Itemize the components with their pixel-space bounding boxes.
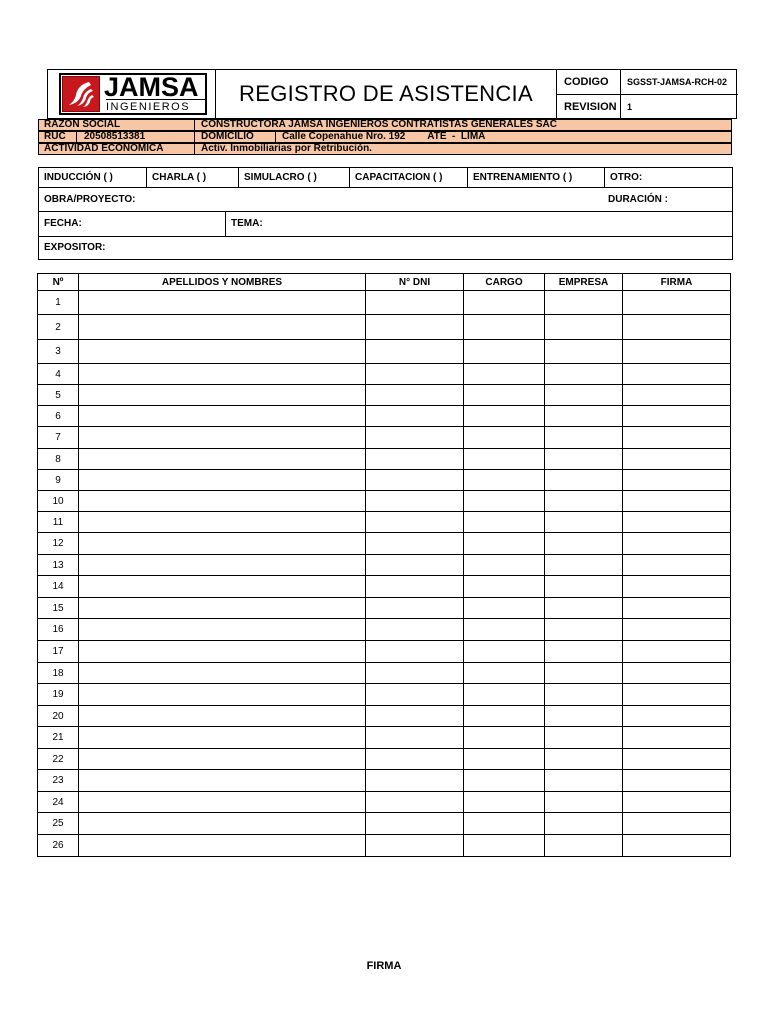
firma-cell[interactable] (623, 385, 731, 406)
firma-cell[interactable] (623, 619, 731, 641)
actividad-row (38, 143, 732, 155)
firma-cell[interactable] (623, 641, 731, 663)
firma-cell[interactable] (623, 427, 731, 449)
cargo-cell[interactable] (464, 749, 545, 770)
name-cell[interactable] (79, 641, 366, 663)
firma-cell[interactable] (623, 512, 731, 533)
row-number: 1 (38, 291, 79, 315)
col-empresa-header: EMPRESA (545, 274, 623, 291)
col-dni-header: N° DNI (366, 274, 464, 291)
empresa-cell[interactable] (545, 749, 623, 770)
document-title: REGISTRO DE ASISTENCIA (239, 81, 533, 106)
firma-cell[interactable] (623, 406, 731, 427)
dni-cell[interactable] (366, 406, 464, 427)
empresa-cell[interactable] (545, 619, 623, 641)
table-row (38, 512, 731, 533)
firma-cell[interactable] (623, 727, 731, 749)
revision-value: 1 (627, 101, 633, 112)
empresa-cell[interactable] (545, 835, 623, 857)
name-cell[interactable] (79, 792, 366, 813)
fecha-field[interactable]: FECHA: (39, 211, 226, 236)
cargo-cell[interactable] (464, 576, 545, 598)
firma-cell[interactable] (623, 749, 731, 770)
dni-cell[interactable] (366, 449, 464, 470)
name-cell[interactable] (79, 449, 366, 470)
name-cell[interactable] (79, 576, 366, 598)
table-row (38, 491, 731, 512)
expositor-field[interactable]: EXPOSITOR: (44, 242, 106, 253)
col-cargo-header: CARGO (464, 274, 545, 291)
empresa-cell[interactable] (545, 813, 623, 835)
dni-cell[interactable] (366, 470, 464, 491)
firma-cell[interactable] (623, 792, 731, 813)
name-cell[interactable] (79, 315, 366, 340)
row-number: 16 (38, 619, 79, 641)
row-number: 19 (38, 684, 79, 706)
dni-cell[interactable] (366, 663, 464, 684)
name-cell[interactable] (79, 470, 366, 491)
dni-cell[interactable] (366, 315, 464, 340)
row-number: 15 (38, 598, 79, 619)
code-value: SGSST-JAMSA-RCH-02 (627, 76, 728, 87)
row-number: 25 (38, 813, 79, 835)
empresa-cell[interactable] (545, 427, 623, 449)
table-row (38, 555, 731, 576)
ruc-row (38, 131, 732, 143)
name-cell[interactable] (79, 598, 366, 619)
table-row (38, 663, 731, 684)
firma-cell[interactable] (623, 813, 731, 835)
table-row (38, 364, 731, 385)
cargo-cell[interactable] (464, 619, 545, 641)
cargo-cell[interactable] (464, 385, 545, 406)
obra-row (39, 187, 732, 212)
name-cell[interactable] (79, 663, 366, 684)
dni-cell[interactable] (366, 291, 464, 315)
name-cell[interactable] (79, 749, 366, 770)
row-number: 10 (38, 491, 79, 512)
row-number: 9 (38, 470, 79, 491)
dni-cell[interactable] (366, 706, 464, 727)
entrenamiento-option[interactable]: ENTRENAMIENTO ( ) (468, 168, 605, 187)
charla-option[interactable]: CHARLA ( ) (147, 168, 239, 187)
cargo-cell[interactable] (464, 835, 545, 857)
domicilio-value: Calle Copenahue Nro. 192 ATE - LIMA (282, 131, 486, 142)
firma-cell[interactable] (623, 315, 731, 340)
cargo-cell[interactable] (464, 684, 545, 706)
code-block (556, 69, 737, 119)
row-number: 5 (38, 385, 79, 406)
table-row (38, 406, 731, 427)
name-cell[interactable] (79, 491, 366, 512)
name-cell[interactable] (79, 770, 366, 792)
razon-social-row (38, 119, 732, 131)
firma-cell[interactable] (623, 449, 731, 470)
name-cell[interactable] (79, 364, 366, 385)
cargo-cell[interactable] (464, 598, 545, 619)
empresa-cell[interactable] (545, 641, 623, 663)
row-number: 22 (38, 749, 79, 770)
firma-cell[interactable] (623, 663, 731, 684)
cargo-cell[interactable] (464, 663, 545, 684)
dni-cell[interactable] (366, 364, 464, 385)
table-row (38, 315, 731, 340)
table-row (38, 598, 731, 619)
attendance-table (37, 273, 731, 857)
empresa-cell[interactable] (545, 706, 623, 727)
table-row (38, 706, 731, 727)
name-cell[interactable] (79, 291, 366, 315)
cargo-cell[interactable] (464, 727, 545, 749)
actividad-value: Activ. Inmobiliarias por Retribución. (201, 143, 372, 154)
table-row (38, 340, 731, 364)
row-number: 26 (38, 835, 79, 857)
row-number: 23 (38, 770, 79, 792)
session-type-row (39, 168, 732, 188)
firma-cell[interactable] (623, 576, 731, 598)
attendance-body (38, 291, 731, 857)
dni-cell[interactable] (366, 727, 464, 749)
code-row (557, 69, 738, 95)
cargo-cell[interactable] (464, 406, 545, 427)
cargo-cell[interactable] (464, 491, 545, 512)
table-row (38, 533, 731, 555)
cargo-cell[interactable] (464, 470, 545, 491)
col-firma-header: FIRMA (623, 274, 731, 291)
cargo-cell[interactable] (464, 340, 545, 364)
row-number: 14 (38, 576, 79, 598)
code-label: CODIGO (557, 69, 621, 94)
firma-cell[interactable] (623, 555, 731, 576)
revision-label: REVISION (557, 94, 621, 119)
razon-social-label: RAZON SOCIAL (44, 119, 121, 130)
name-cell[interactable] (79, 533, 366, 555)
table-row (38, 770, 731, 792)
domicilio-label: DOMICILIO (201, 131, 254, 142)
logo-subtitle: INGENIEROS (106, 99, 205, 113)
cargo-cell[interactable] (464, 512, 545, 533)
dni-cell[interactable] (366, 835, 464, 857)
table-row (38, 427, 731, 449)
firma-cell[interactable] (623, 835, 731, 857)
empresa-cell[interactable] (545, 555, 623, 576)
razon-social-value: CONSTRUCTORA JAMSA INGENIEROS CONTRATISTAS GENERALES SAC (201, 119, 557, 130)
cargo-cell[interactable] (464, 364, 545, 385)
name-cell[interactable] (79, 835, 366, 857)
table-row (38, 684, 731, 706)
row-number: 21 (38, 727, 79, 749)
expositor-row (39, 236, 732, 259)
empresa-cell[interactable] (545, 491, 623, 512)
empresa-cell[interactable] (545, 291, 623, 315)
table-row (38, 727, 731, 749)
empresa-cell[interactable] (545, 340, 623, 364)
signature-label: FIRMA (366, 960, 402, 972)
empresa-cell[interactable] (545, 406, 623, 427)
table-row (38, 619, 731, 641)
fecha-row (39, 211, 732, 237)
table-row (38, 385, 731, 406)
firma-cell[interactable] (623, 706, 731, 727)
logo-mark-icon (62, 76, 100, 112)
cargo-cell[interactable] (464, 555, 545, 576)
row-number: 4 (38, 364, 79, 385)
revision-row (557, 94, 738, 119)
table-row (38, 792, 731, 813)
cargo-cell[interactable] (464, 449, 545, 470)
empresa-cell[interactable] (545, 576, 623, 598)
col-num-header: Nº (38, 274, 79, 291)
dni-cell[interactable] (366, 427, 464, 449)
row-number: 12 (38, 533, 79, 555)
capacitacion-option[interactable]: CAPACITACION ( ) (350, 168, 468, 187)
firma-cell[interactable] (623, 533, 731, 555)
row-number: 7 (38, 427, 79, 449)
dni-cell[interactable] (366, 619, 464, 641)
ruc-value: 20508513381 (84, 131, 146, 142)
cargo-cell[interactable] (464, 291, 545, 315)
cargo-cell[interactable] (464, 813, 545, 835)
firma-cell[interactable] (623, 364, 731, 385)
row-number: 18 (38, 663, 79, 684)
empresa-cell[interactable] (545, 598, 623, 619)
name-cell[interactable] (79, 727, 366, 749)
empresa-cell[interactable] (545, 512, 623, 533)
empresa-cell[interactable] (545, 792, 623, 813)
firma-cell[interactable] (623, 684, 731, 706)
table-row (38, 641, 731, 663)
firma-cell[interactable] (623, 491, 731, 512)
dni-cell[interactable] (366, 512, 464, 533)
firma-cell[interactable] (623, 291, 731, 315)
firma-cell[interactable] (623, 340, 731, 364)
row-number: 8 (38, 449, 79, 470)
session-form (38, 167, 733, 260)
obra-field[interactable]: OBRA/PROYECTO: (44, 193, 136, 205)
table-row (38, 813, 731, 835)
dni-cell[interactable] (366, 385, 464, 406)
col-names-header: APELLIDOS Y NOMBRES (79, 274, 366, 291)
cargo-cell[interactable] (464, 427, 545, 449)
tema-field[interactable]: TEMA: (231, 218, 263, 229)
table-row (38, 835, 731, 857)
otro-field[interactable]: OTRO: (610, 172, 643, 183)
dni-cell[interactable] (366, 813, 464, 835)
firma-cell[interactable] (623, 470, 731, 491)
dni-cell[interactable] (366, 576, 464, 598)
name-cell[interactable] (79, 684, 366, 706)
cargo-cell[interactable] (464, 706, 545, 727)
empresa-cell[interactable] (545, 684, 623, 706)
empresa-cell[interactable] (545, 315, 623, 340)
name-cell[interactable] (79, 555, 366, 576)
row-number: 20 (38, 706, 79, 727)
dni-cell[interactable] (366, 684, 464, 706)
name-cell[interactable] (79, 385, 366, 406)
cargo-cell[interactable] (464, 792, 545, 813)
empresa-cell[interactable] (545, 364, 623, 385)
row-number: 11 (38, 512, 79, 533)
dni-cell[interactable] (366, 770, 464, 792)
table-row (38, 449, 731, 470)
empresa-cell[interactable] (545, 385, 623, 406)
table-row (38, 576, 731, 598)
dni-cell[interactable] (366, 340, 464, 364)
name-cell[interactable] (79, 340, 366, 364)
ruc-label: RUC (44, 131, 66, 142)
row-number: 24 (38, 792, 79, 813)
row-number: 17 (38, 641, 79, 663)
table-row (38, 470, 731, 491)
empresa-cell[interactable] (545, 449, 623, 470)
empresa-cell[interactable] (545, 663, 623, 684)
cargo-cell[interactable] (464, 770, 545, 792)
empresa-cell[interactable] (545, 770, 623, 792)
empresa-cell[interactable] (545, 470, 623, 491)
name-cell[interactable] (79, 406, 366, 427)
row-number: 2 (38, 315, 79, 340)
logo-wordmark: JAMSA (104, 72, 199, 102)
dni-cell[interactable] (366, 491, 464, 512)
row-number: 13 (38, 555, 79, 576)
cargo-cell[interactable] (464, 641, 545, 663)
dni-cell[interactable] (366, 533, 464, 555)
induccion-option[interactable]: INDUCCIÓN ( ) (39, 168, 147, 187)
name-cell[interactable] (79, 706, 366, 727)
cargo-cell[interactable] (464, 533, 545, 555)
name-cell[interactable] (79, 619, 366, 641)
table-row (38, 291, 731, 315)
table-row (38, 749, 731, 770)
actividad-label: ACTIVIDAD ECONOMICA (44, 143, 164, 154)
dni-cell[interactable] (366, 749, 464, 770)
empresa-cell[interactable] (545, 533, 623, 555)
firma-cell[interactable] (623, 770, 731, 792)
row-number: 6 (38, 406, 79, 427)
duracion-field[interactable]: DURACIÓN : (608, 193, 668, 205)
name-cell[interactable] (79, 427, 366, 449)
firma-cell[interactable] (623, 598, 731, 619)
dni-cell[interactable] (366, 598, 464, 619)
dni-cell[interactable] (366, 641, 464, 663)
simulacro-option[interactable]: SIMULACRO ( ) (239, 168, 350, 187)
name-cell[interactable] (79, 813, 366, 835)
cargo-cell[interactable] (464, 315, 545, 340)
row-number: 3 (38, 340, 79, 364)
table-header-row (38, 274, 731, 291)
empresa-cell[interactable] (545, 727, 623, 749)
name-cell[interactable] (79, 512, 366, 533)
dni-cell[interactable] (366, 792, 464, 813)
dni-cell[interactable] (366, 555, 464, 576)
